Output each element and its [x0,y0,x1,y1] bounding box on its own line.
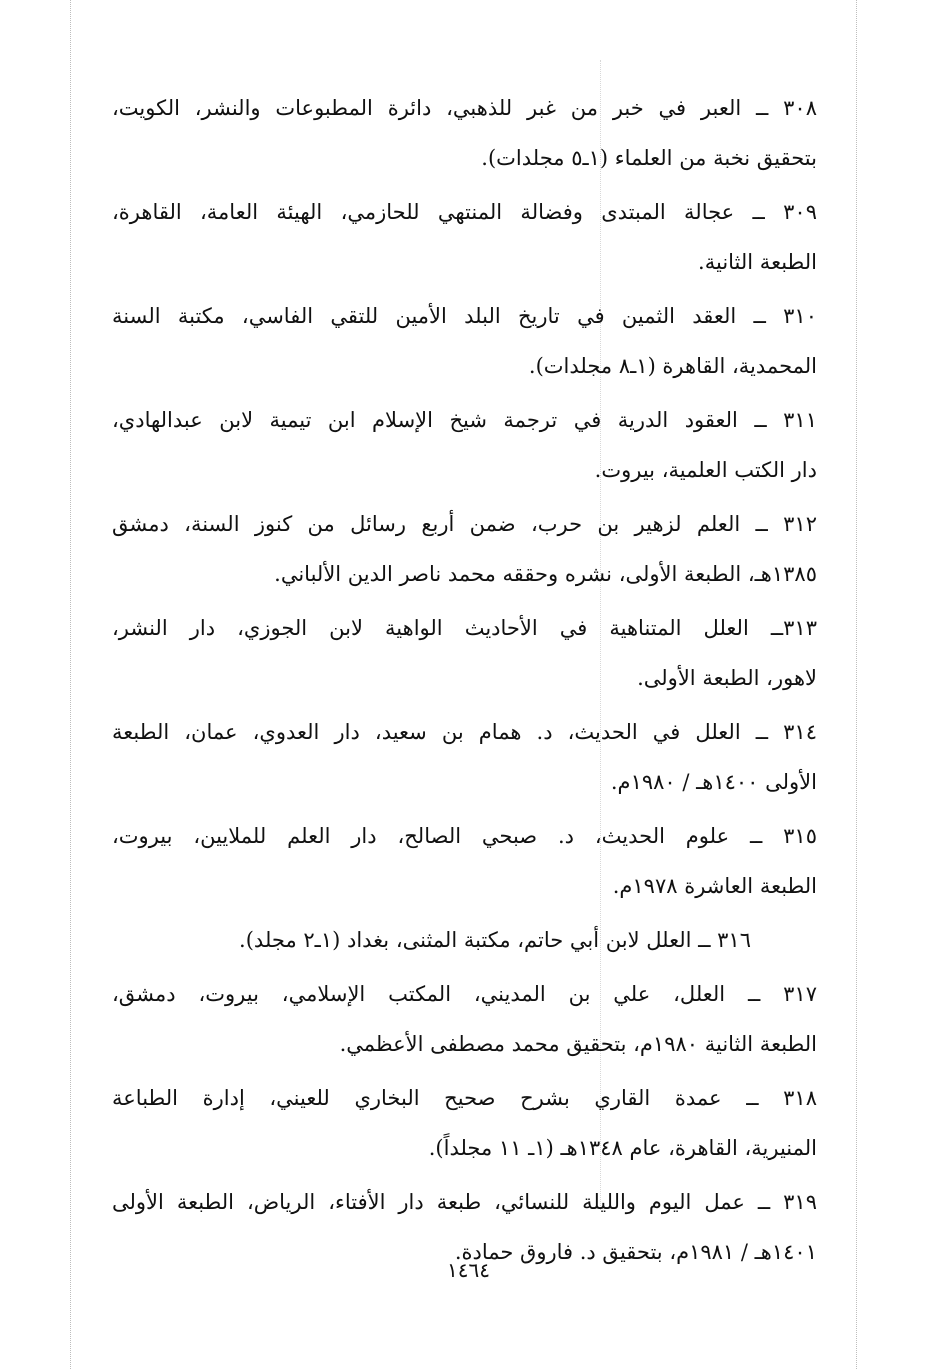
bibliography-entry-317 [112,969,817,1069]
bibliography-entry-318 [112,1073,817,1173]
entry-line: ٣١٤ ــ العلل في الحديث، د. همام بن سعيد، دار العدوي، عمان، الطبعة [112,720,817,744]
bibliography-entry-311 [112,395,817,495]
entry-line: ٣٠٩ ــ عجالة المبتدى وفضالة المنتهي للحازمي، الهيئة العامة، القاهرة، [112,200,817,224]
bibliography-entry-314 [112,707,817,807]
bibliography-list [112,83,817,1281]
entry-line: ٣١٢ ــ العلم لزهير بن حرب، ضمن أربع رسائل من كنوز السنة، دمشق [112,512,817,536]
entry-line: الطبعة الثانية ١٩٨٠م، بتحقيق محمد مصطفى الأعظمي. [339,1032,817,1056]
entry-line: دار الكتب العلمية، بيروت. [594,458,817,482]
entry-line: ٣٠٨ ــ العبر في خبر من غبر للذهبي، دائرة المطبوعات والنشر، الكويت، [112,96,817,120]
bibliography-entry-308 [112,83,817,183]
entry-line: ٣١٥ ــ علوم الحديث، د. صبحي الصالح، دار العلم للملايين، بيروت، [112,824,817,848]
entry-line: ٣١٨ ــ عمدة القاري بشرح صحيح البخاري للعيني، إدارة الطباعة [112,1086,817,1110]
bibliography-entry-315 [112,811,817,911]
entry-line: بتحقيق نخبة من العلماء (١ـ٥ مجلدات). [481,146,817,170]
entry-line: ١٣٨٥هـ، الطبعة الأولى، نشره وحققه محمد ناصر الدين الألباني. [274,562,817,586]
scan-edge-right [856,0,857,1369]
bibliography-entry-310 [112,291,817,391]
entry-line: ٣١٦ ــ العلل لابن أبي حاتم، مكتبة المثنى، بغداد (١ـ٢ مجلد). [239,928,751,952]
entry-line: ٣١١ ــ العقود الدرية في ترجمة شيخ الإسلام ابن تيمية لابن عبدالهادي، [112,408,817,432]
scan-edge-left [70,0,71,1369]
entry-line: الأولى ١٤٠٠هـ / ١٩٨٠م. [610,770,817,794]
entry-line: المحمدية، القاهرة (١ـ٨ مجلدات). [528,354,817,378]
entry-line: لاهور، الطبعة الأولى. [637,666,817,690]
bibliography-entry-316 [112,915,817,965]
entry-line: الطبعة العاشرة ١٩٧٨م. [612,874,817,898]
entry-line: ٣١٧ ــ العلل، علي بن المديني، المكتب الإسلامي، بيروت، دمشق، [112,982,817,1006]
bibliography-entry-309 [112,187,817,287]
bibliography-entry-312 [112,499,817,599]
entry-line: الطبعة الثانية. [698,250,817,274]
entry-line: ٣١٠ ــ العقد الثمين في تاريخ البلد الأمين للتقي الفاسي، مكتبة السنة [112,304,817,328]
bibliography-entry-313 [112,603,817,703]
entry-line: المنيرية، القاهرة، عام ١٣٤٨هـ (١ـ ١١ مجلداً). [428,1136,817,1160]
entry-line: ٣١٩ ــ عمل اليوم والليلة للنسائي، طبعة دار الأفتاء، الرياض، الطبعة الأولى [112,1190,817,1214]
entry-line: ٣١٣ــ العلل المتناهية في الأحاديث الواهية لابن الجوزي، دار النشر، [112,616,817,640]
entry-line: ١٤٠١هـ / ١٩٨١م، بتحقيق د. فاروق حمادة. [454,1240,817,1264]
page-number: ١٤٦٤ [447,1258,490,1282]
